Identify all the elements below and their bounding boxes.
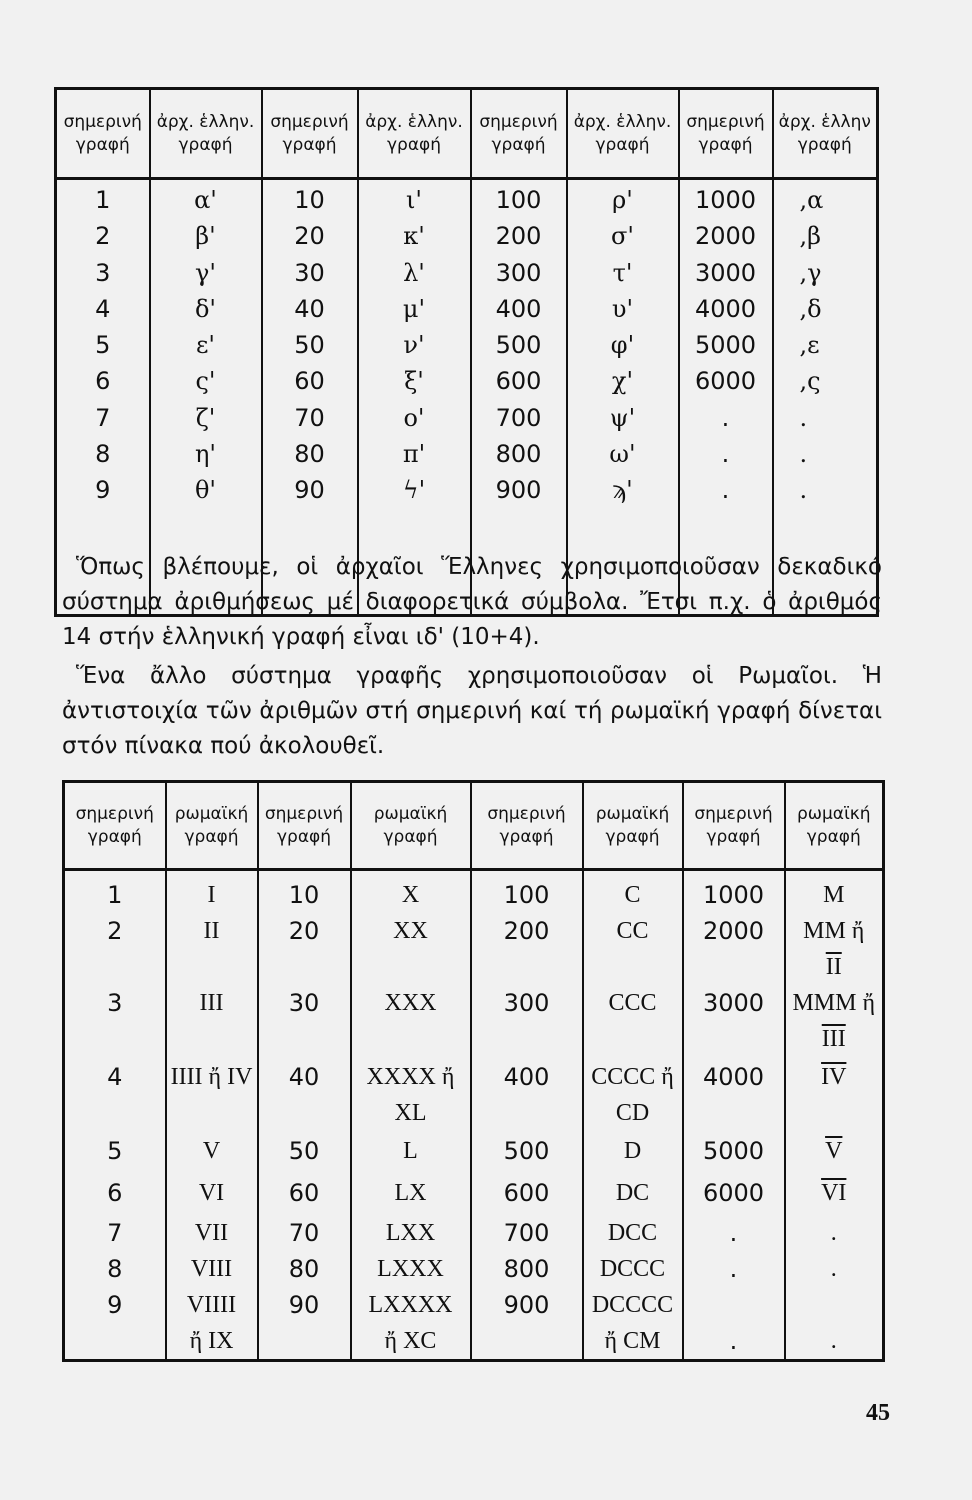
- numeral-text: 500: [503, 1137, 550, 1165]
- numeral-text: 1: [107, 881, 123, 909]
- numeral-text: $\overline{VI}$: [821, 1180, 847, 1206]
- numeral-cell: [583, 1215, 683, 1251]
- numeral-cell: 4: [95, 294, 111, 323]
- numeral-text: 6: [107, 1179, 123, 1207]
- numeral-cell: [258, 1133, 351, 1175]
- numeral-cell: [683, 1215, 785, 1251]
- numeral-cell: σ': [611, 222, 634, 251]
- numeral-cell: [258, 1215, 351, 1251]
- numeral-text: $\overline{V}$: [825, 1138, 843, 1164]
- numeral-cell: .: [799, 403, 808, 432]
- table-row: [64, 1059, 884, 1133]
- numeral-text: VII: [194, 1220, 229, 1246]
- numeral-cell: ε': [195, 331, 216, 360]
- numeral-cell: ς': [195, 367, 216, 396]
- numeral-cell: [471, 1215, 583, 1251]
- numeral-cell: .: [799, 440, 808, 469]
- numeral-cell: 7: [95, 403, 111, 432]
- numeral-cell: [471, 1323, 583, 1361]
- numeral-text: DCCC: [599, 1256, 666, 1282]
- numeral-cell: [583, 1251, 683, 1287]
- numeral-cell: [64, 913, 166, 985]
- numeral-text: L: [403, 1138, 418, 1164]
- numeral-cell: [258, 1287, 351, 1323]
- numeral-cell: ,γ: [799, 258, 822, 287]
- numeral-text: 1000: [702, 881, 765, 909]
- numeral-text: .: [729, 1327, 738, 1355]
- numeral-text: 900: [503, 1291, 550, 1319]
- numeral-cell: λ': [403, 258, 425, 287]
- numeral-cell: [683, 1323, 785, 1361]
- numeral-cell: [785, 1251, 884, 1287]
- numeral-cell: ξ': [404, 367, 424, 396]
- numeral-cell: [258, 913, 351, 985]
- numeral-cell: [471, 870, 583, 914]
- numeral-text: 4: [107, 1063, 123, 1091]
- header-cell: σημερινή γραφή: [679, 89, 773, 179]
- table-row: [64, 913, 884, 985]
- numeral-text: CC: [616, 918, 649, 944]
- numeral-text: .: [830, 1328, 837, 1354]
- numeral-cell: .: [721, 476, 730, 505]
- numeral-text: I: [207, 882, 216, 908]
- header-cell: σημερινή γραφή: [683, 782, 785, 870]
- numeral-text: LXX: [385, 1220, 436, 1246]
- numeral-cell: [64, 1133, 166, 1175]
- numeral-cell: [166, 985, 258, 1059]
- numeral-cell: [166, 1175, 258, 1215]
- numeral-text: IIII ἤ IV: [170, 1064, 253, 1090]
- numeral-cell: [64, 870, 166, 914]
- header-cell: ἀρχ. ἑλλην γραφή: [773, 89, 878, 179]
- numeral-cell: ι': [405, 186, 422, 214]
- numeral-cell: [583, 870, 683, 914]
- numeral-cell: π': [402, 440, 426, 469]
- numeral-text: MM ἤ: [803, 918, 865, 944]
- numeral-cell: [166, 1133, 258, 1175]
- numeral-cell: β': [195, 222, 216, 251]
- table-row: [64, 870, 884, 914]
- numeral-cell: [64, 1215, 166, 1251]
- table-row: [64, 1287, 884, 1323]
- numeral-cell: [258, 1175, 351, 1215]
- table-row: [64, 1175, 884, 1215]
- numeral-cell: [471, 985, 583, 1059]
- numeral-cell: ζ': [195, 403, 216, 432]
- numeral-cell: 9: [95, 476, 111, 505]
- numeral-cell: ,ε: [799, 331, 820, 360]
- header-cell: σημερινή γραφή: [258, 782, 351, 870]
- numeral-text: CCCC ἤ: [591, 1064, 674, 1090]
- numeral-text: CCC: [608, 990, 657, 1016]
- numeral-cell: 300: [495, 258, 542, 287]
- numeral-cell: [258, 1323, 351, 1361]
- numeral-text: 9: [107, 1291, 123, 1319]
- numeral-text: XXX: [384, 990, 437, 1016]
- numeral-text: 60: [288, 1179, 320, 1207]
- numeral-text: 5000: [702, 1137, 765, 1165]
- numeral-cell: ,β: [799, 222, 822, 251]
- numeral-text: 200: [503, 917, 550, 945]
- numeral-cell: ο': [403, 403, 425, 432]
- numeral-text: X: [401, 882, 420, 908]
- numeral-cell: [351, 1251, 471, 1287]
- numeral-text: 5: [107, 1137, 123, 1165]
- roman-table-body: [64, 870, 884, 1361]
- numeral-cell: [583, 1133, 683, 1175]
- numeral-cell: [785, 1215, 884, 1251]
- numeral-cell: [785, 1175, 884, 1215]
- numeral-text: 4000: [702, 1063, 765, 1091]
- numeral-cell: [64, 1287, 166, 1323]
- numeral-cell: [258, 985, 351, 1059]
- numeral-cell: 5000: [694, 331, 757, 360]
- numeral-text: ἤ XC: [384, 1328, 437, 1354]
- numeral-cell: .: [799, 476, 808, 505]
- numeral-cell: δ': [194, 294, 217, 323]
- numeral-cell: 500: [495, 331, 542, 360]
- numeral-text: 400: [503, 1063, 550, 1091]
- numeral-cell: μ': [402, 294, 426, 323]
- numeral-text: DCCCC: [591, 1292, 674, 1318]
- header-cell: σημερινή γραφή: [471, 782, 583, 870]
- numeral-cell: γ': [195, 258, 216, 287]
- numeral-cell: 70: [294, 403, 325, 432]
- numeral-cell: 700: [495, 403, 542, 432]
- numeral-text: 90: [288, 1291, 320, 1319]
- header-cell: ἀρχ. ἑλλην. γραφή: [150, 89, 262, 179]
- numeral-cell: [351, 870, 471, 914]
- numeral-cell: κ': [403, 222, 425, 251]
- numeral-cell: 100: [495, 186, 542, 214]
- numeral-cell: [683, 985, 785, 1059]
- numeral-text: 100: [503, 881, 550, 909]
- numeral-cell: [64, 1323, 166, 1361]
- header-cell: ρωμαϊκή γραφή: [785, 782, 884, 870]
- numeral-text: ἤ IX: [189, 1328, 234, 1354]
- numeral-cell: [64, 1251, 166, 1287]
- numeral-text: M: [823, 882, 845, 908]
- numeral-cell: [471, 1059, 583, 1133]
- numeral-cell: χ': [611, 367, 634, 396]
- numeral-text: 2000: [702, 917, 765, 945]
- numeral-cell: 10: [294, 186, 325, 214]
- numeral-text: 3000: [702, 989, 765, 1017]
- numeral-cell: ,α: [799, 186, 824, 214]
- table-row: [64, 1133, 884, 1175]
- numeral-text: V: [202, 1138, 221, 1164]
- numeral-text: $\overline{IV}$: [821, 1064, 847, 1090]
- numeral-cell: [64, 1175, 166, 1215]
- numeral-cell: η': [195, 440, 216, 469]
- numeral-cell: 80: [294, 440, 325, 469]
- numeral-cell: [64, 1059, 166, 1133]
- numeral-text: 30: [288, 989, 320, 1017]
- greek-table-header-row: [56, 89, 878, 179]
- numeral-cell: φ': [610, 331, 635, 360]
- numeral-text: $\overline{III}$: [821, 1026, 846, 1052]
- numeral-cell: [785, 870, 884, 914]
- numeral-cell: [351, 1175, 471, 1215]
- numeral-text: .: [830, 1256, 837, 1282]
- numeral-cell: [583, 1059, 683, 1133]
- numeral-cell: [471, 913, 583, 985]
- numeral-text: 50: [288, 1137, 320, 1165]
- numeral-text: XXXX ἤ: [366, 1064, 455, 1090]
- numeral-cell: [583, 913, 683, 985]
- numeral-text: 6000: [702, 1179, 765, 1207]
- numeral-cell: 3000: [694, 258, 757, 287]
- numeral-cell: 20: [294, 222, 325, 251]
- numeral-cell: 50: [294, 331, 325, 360]
- numeral-cell: θ': [194, 476, 217, 505]
- numeral-cell: ω': [609, 440, 636, 469]
- numeral-text: .: [729, 1219, 738, 1247]
- header-cell: ἀρχ. ἑλλην. γραφή: [567, 89, 679, 179]
- numeral-cell: 6000: [694, 367, 757, 396]
- numeral-cell: 90: [294, 476, 325, 505]
- numeral-cell: 1000: [694, 186, 757, 214]
- numeral-text: 80: [288, 1255, 320, 1283]
- header-cell: ἀρχ. ἑλλην. γραφή: [358, 89, 471, 179]
- header-cell: ρωμαϊκή γραφή: [351, 782, 471, 870]
- numeral-cell: [683, 1175, 785, 1215]
- numeral-text: II: [203, 918, 220, 944]
- numeral-cell: [166, 1323, 258, 1361]
- numeral-cell: [351, 1287, 471, 1323]
- table-row: [64, 1215, 884, 1251]
- numeral-cell: 400: [495, 294, 542, 323]
- numeral-text: LXXX: [377, 1256, 444, 1282]
- numeral-text: 40: [288, 1063, 320, 1091]
- numeral-cell: [683, 1251, 785, 1287]
- numeral-text: XX: [393, 918, 428, 944]
- numeral-cell: 2000: [694, 222, 757, 251]
- numeral-cell: [785, 1323, 884, 1361]
- numeral-cell: [64, 985, 166, 1059]
- numeral-cell: [258, 1059, 351, 1133]
- numeral-cell: ν': [403, 331, 425, 360]
- table-row: [64, 1323, 884, 1361]
- numeral-cell: 800: [495, 440, 542, 469]
- numeral-text: VIIII: [186, 1292, 237, 1318]
- numeral-cell: [351, 1323, 471, 1361]
- numeral-cell: [785, 985, 884, 1059]
- numeral-text: VIII: [190, 1256, 233, 1282]
- numeral-text: LXXXX: [368, 1292, 453, 1318]
- numeral-cell: 200: [495, 222, 542, 251]
- numeral-text: 8: [107, 1255, 123, 1283]
- numeral-cell: [471, 1133, 583, 1175]
- numeral-cell: [683, 1287, 785, 1323]
- numeral-text: CD: [615, 1100, 650, 1126]
- numeral-text: VI: [198, 1180, 225, 1206]
- numeral-cell: α': [194, 186, 217, 214]
- table-row: [64, 1251, 884, 1287]
- body-text: [62, 550, 882, 764]
- numeral-cell: [351, 1059, 471, 1133]
- numeral-text: 70: [288, 1219, 320, 1247]
- numeral-text: C: [624, 882, 641, 908]
- numeral-text: MMM ἤ: [792, 990, 876, 1016]
- header-cell: σημερινή γραφή: [56, 89, 150, 179]
- numeral-text: DCC: [607, 1220, 658, 1246]
- numeral-cell: 8: [95, 440, 111, 469]
- numeral-cell: [351, 1133, 471, 1175]
- numeral-cell: [683, 870, 785, 914]
- numeral-cell: τ': [612, 258, 633, 287]
- header-cell: σημερινή γραφή: [64, 782, 166, 870]
- table-row: [64, 985, 884, 1059]
- numeral-cell: ,δ: [799, 294, 822, 323]
- numeral-cell: [785, 1059, 884, 1133]
- numeral-text: D: [623, 1138, 642, 1164]
- numeral-cell: [166, 913, 258, 985]
- numeral-cell: ϡ': [612, 476, 633, 505]
- page-number: 45: [866, 1400, 890, 1426]
- numeral-text: 3: [107, 989, 123, 1017]
- header-cell: ρωμαϊκή γραφή: [166, 782, 258, 870]
- numeral-cell: 40: [294, 294, 325, 323]
- numeral-cell: [683, 1133, 785, 1175]
- numeral-cell: 60: [294, 367, 325, 396]
- numeral-cell: [351, 913, 471, 985]
- numeral-cell: [583, 1175, 683, 1215]
- numeral-cell: .: [721, 440, 730, 469]
- numeral-cell: ρ': [612, 186, 633, 214]
- numeral-text: 300: [503, 989, 550, 1017]
- numeral-cell: [351, 1215, 471, 1251]
- roman-numerals-table: [62, 780, 885, 1362]
- numeral-cell: ϟ': [402, 476, 426, 505]
- numeral-cell: 5: [95, 331, 111, 360]
- numeral-cell: [471, 1251, 583, 1287]
- numeral-cell: [166, 1059, 258, 1133]
- numeral-cell: [583, 1323, 683, 1361]
- numeral-cell: 1: [95, 186, 111, 214]
- numeral-cell: 2: [95, 222, 111, 251]
- numeral-cell: [166, 1251, 258, 1287]
- numeral-cell: [258, 870, 351, 914]
- paragraph: Ἕνα ἄλλο σύστημα γραφῆς χρησιμοποιοῦσαν οἱ Ρωμαῖοι. Ἡ ἀντιστοιχία τῶν ἀριθμῶν στή σημερινή καί τή ρωμαϊκή γραφή δίνεται στόν πίνακα πού ἀκολουθεῖ.: [62, 663, 882, 759]
- numeral-cell: [471, 1175, 583, 1215]
- numeral-cell: 600: [495, 367, 542, 396]
- numeral-cell: [785, 1287, 884, 1323]
- numeral-cell: [351, 985, 471, 1059]
- numeral-text: 700: [503, 1219, 550, 1247]
- numeral-text: LX: [394, 1180, 427, 1206]
- numeral-cell: [166, 870, 258, 914]
- numeral-text: ἤ CM: [604, 1328, 661, 1354]
- header-cell: σημερινή γραφή: [262, 89, 358, 179]
- numeral-cell: 900: [495, 476, 542, 505]
- numeral-cell: [785, 1133, 884, 1175]
- numeral-cell: 4000: [694, 294, 757, 323]
- numeral-text: 800: [503, 1255, 550, 1283]
- numeral-cell: ψ': [609, 403, 636, 432]
- numeral-cell: 6: [95, 367, 111, 396]
- numeral-cell: [683, 1059, 785, 1133]
- numeral-text: 600: [503, 1179, 550, 1207]
- numeral-text: 7: [107, 1219, 123, 1247]
- numeral-cell: ,ς: [799, 367, 821, 396]
- numeral-text: XL: [394, 1100, 427, 1126]
- numeral-text: 10: [288, 881, 320, 909]
- numeral-cell: [683, 913, 785, 985]
- roman-table-header-row: [64, 782, 884, 870]
- numeral-text: 2: [107, 917, 123, 945]
- numeral-text: DC: [615, 1180, 650, 1206]
- numeral-text: III: [199, 990, 224, 1016]
- numeral-cell: [785, 913, 884, 985]
- greek-numerals-table: [54, 87, 879, 617]
- numeral-cell: [583, 1287, 683, 1323]
- numeral-text: 20: [288, 917, 320, 945]
- paragraph: Ὅπως βλέπουμε, οἱ ἀρχαῖοι Ἕλληνες χρησιμοποιοῦσαν δεκαδικό σύστημα ἀριθμήσεως μέ διαφορετικά σύμβολα. Ἔτσι π.χ. ὁ ἀριθμός 14 στήν ἑλληνική γραφή εἶναι ιδ' (10+4).: [62, 554, 882, 650]
- numeral-cell: [166, 1215, 258, 1251]
- numeral-cell: [166, 1287, 258, 1323]
- numeral-cell: [471, 1287, 583, 1323]
- numeral-cell: 3: [95, 258, 111, 287]
- numeral-cell: υ': [611, 294, 634, 323]
- header-cell: σημερινή γραφή: [471, 89, 567, 179]
- numeral-text: $\overline{II}$: [825, 954, 842, 980]
- numeral-text: .: [729, 1255, 738, 1283]
- numeral-cell: [583, 985, 683, 1059]
- header-cell: ρωμαϊκή γραφή: [583, 782, 683, 870]
- numeral-cell: [258, 1251, 351, 1287]
- numeral-text: .: [830, 1220, 837, 1246]
- numeral-cell: .: [721, 403, 730, 432]
- numeral-cell: 30: [294, 258, 325, 287]
